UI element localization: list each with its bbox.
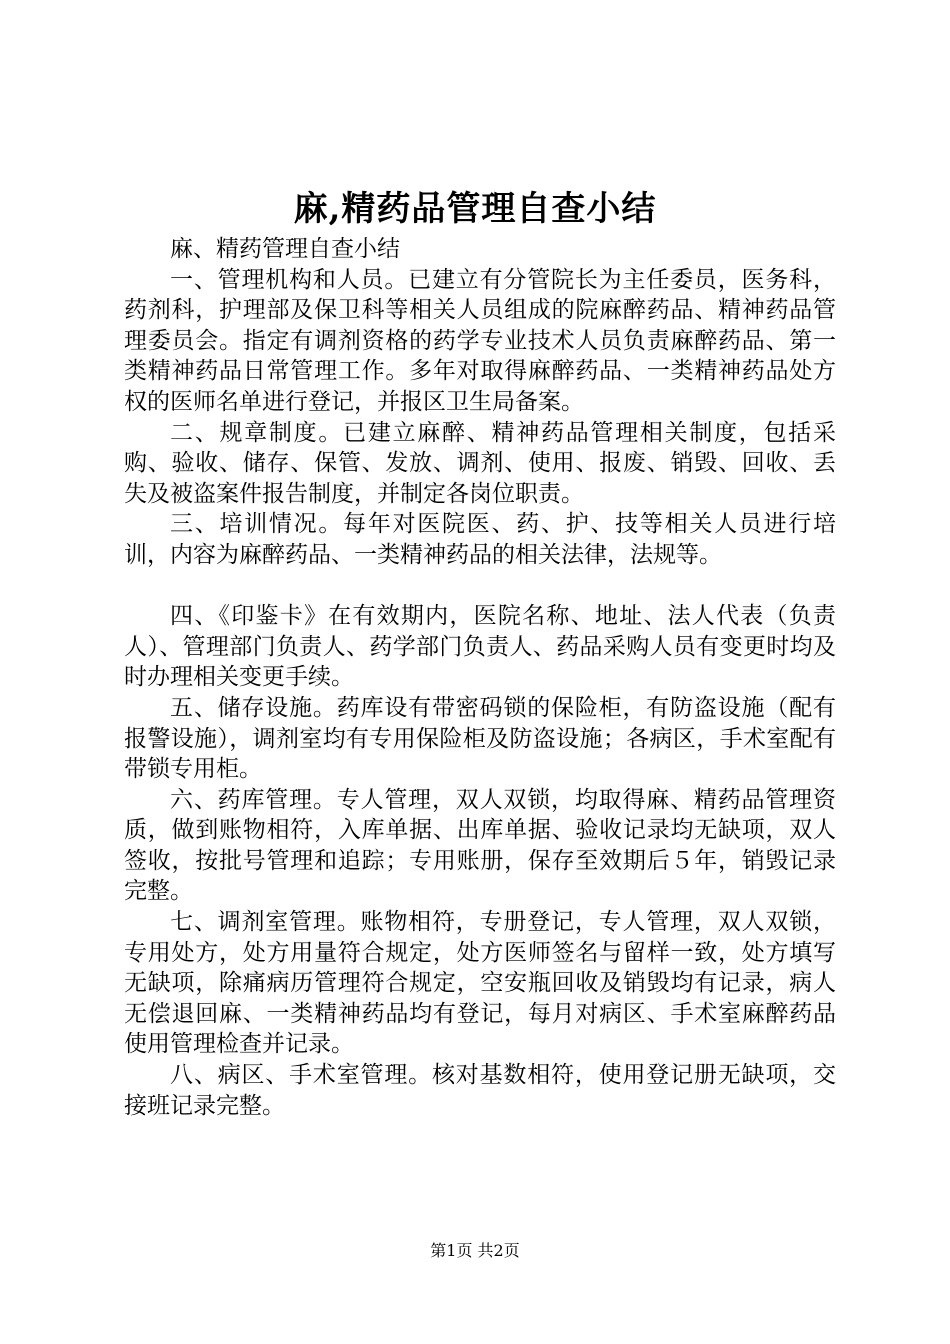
paragraph-section-1: 一、管理机构和人员。已建立有分管院长为主任委员，医务科，药剂科，护理部及保卫科等相关人员组成的院麻醉药品、精神药品管理委员会。指定有调剂资格的药学专业技术人员负责麻醉药品、第一类精神药品日常管理工作。多年对取得麻醉药品、一类精神药品处方权的医师名单进行登记，并报区卫生局备案。 [124,266,836,415]
page-footer: 第1页 共2页 [430,1241,520,1260]
paragraph-section-5: 五、储存设施。药库设有带密码锁的保险柜，有防盗设施（配有报警设施），调剂室均有专用保险柜及防盗设施；各病区，手术室配有带锁专用柜。 [124,694,836,783]
paragraph-section-8: 八、病区、手术室管理。核对基数相符，使用登记册无缺项，交接班记录完整。 [124,1062,836,1119]
paragraph-section-2: 二、规章制度。已建立麻醉、精神药品管理相关制度，包括采购、验收、储存、保管、发放、调剂、使用、报废、销毁、回收、丢失及被盗案件报告制度，并制定各岗位职责。 [124,419,836,507]
paragraph-section-4: 四、《印鉴卡》在有效期内，医院名称、地址、法人代表（负责人）、管理部门负责人、药学部门负责人、药品采购人员有变更时均及时办理相关变更手续。 [124,603,836,691]
paragraph-section-6: 六、药库管理。专人管理，双人双锁，均取得麻、精药品管理资质，做到账物相符，入库单据、出库单据、验收记录均无缺项，双人签收，按批号管理和追踪；专用账册，保存至效期后５年，销毁记录完整。 [124,786,836,905]
paragraph-heading: 麻、精药管理自查小结 [170,236,400,262]
document-title: 麻,精药品管理自查小结 [293,189,657,229]
paragraph-section-3: 三、培训情况。每年对医院医、药、护、技等相关人员进行培训，内容为麻醉药品、一类精神药品的相关法律，法规等。 [124,511,836,568]
paragraph-section-7: 七、调剂室管理。账物相符，专册登记，专人管理，双人双锁，专用处方，处方用量符合规定，处方医师签名与留样一致，处方填写无缺项，除痛病历管理符合规定，空安瓶回收及销毁均有记录，病人无偿退回麻、一类精神药品均有登记，每月对病区、手术室麻醉药品使用管理检查并记录。 [124,909,836,1058]
document-body [124,234,836,1121]
